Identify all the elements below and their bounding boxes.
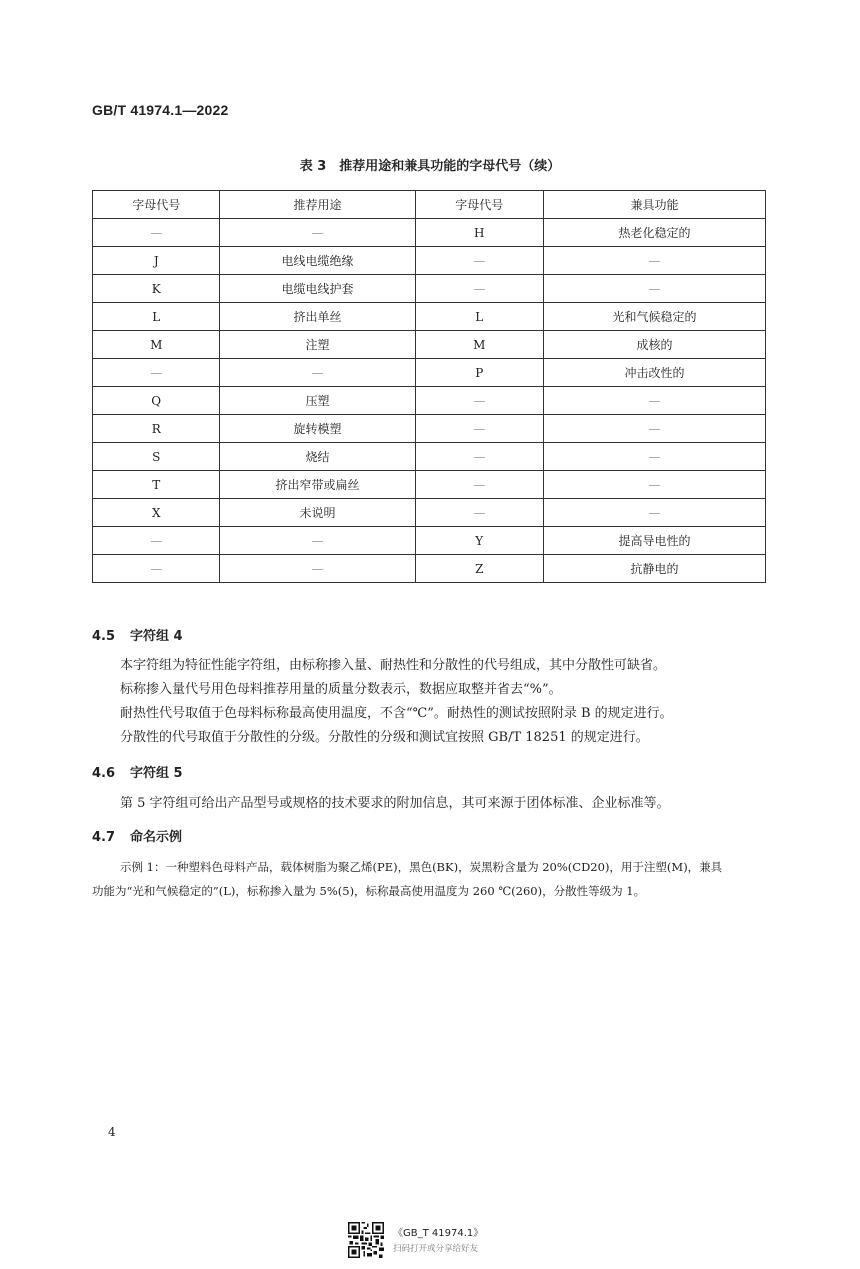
cell-function: —: [543, 275, 765, 303]
cell-use-code: —: [93, 555, 220, 583]
cell-function-code: H: [415, 219, 543, 247]
cell-use: 未说明: [220, 499, 415, 527]
cell-use: 挤出窄带或扁丝: [220, 471, 415, 499]
cell-use: 挤出单丝: [220, 303, 415, 331]
cell-use: 旋转模塑: [220, 415, 415, 443]
cell-use-code: —: [93, 359, 220, 387]
paragraph: 标称掺入量代号用色母料推荐用量的质量分数表示，数据应取整并省去“%”。: [120, 682, 562, 697]
cell-use-code: S: [93, 443, 220, 471]
cell-function-code: P: [415, 359, 543, 387]
cell-function: —: [543, 471, 765, 499]
cell-use: 电缆电线护套: [220, 275, 415, 303]
section-number: 4.5: [92, 629, 116, 644]
cell-use: 电线电缆绝缘: [220, 247, 415, 275]
cell-use-code: Q: [93, 387, 220, 415]
cell-use-code: —: [93, 527, 220, 555]
cell-function: 光和气候稳定的: [543, 303, 765, 331]
example-line: 示例 1：一种塑料色母料产品，载体树脂为聚乙烯(PE)，黑色(BK)，炭黑粉含量为 20%(CD20)，用于注塑(M)，兼具: [120, 860, 723, 874]
table-row: [93, 527, 766, 555]
table-row: [93, 415, 766, 443]
table-row: [93, 471, 766, 499]
table-row: [93, 555, 766, 583]
cell-use-code: X: [93, 499, 220, 527]
cell-function: 热老化稳定的: [543, 219, 765, 247]
cell-use: —: [220, 219, 415, 247]
section-title: 字符组 5: [130, 766, 183, 781]
share-footer: [348, 1222, 548, 1262]
cell-use: 压塑: [220, 387, 415, 415]
section-title: 字符组 4: [130, 629, 183, 644]
paragraph: 本字符组为特征性能字符组，由标称掺入量、耐热性和分散性的代号组成，其中分散性可缺省。: [120, 658, 667, 673]
cell-use-code: —: [93, 219, 220, 247]
scan-hint: 扫码打开或分享给好友: [393, 1244, 479, 1254]
table-row: [93, 219, 766, 247]
header-letter-code-2: 字母代号: [415, 191, 543, 219]
cell-function: 提高导电性的: [543, 527, 765, 555]
letter-code-table: [92, 190, 766, 583]
cell-use: —: [220, 527, 415, 555]
table-row: [93, 387, 766, 415]
section-4-6-body: [120, 792, 670, 816]
cell-function: 抗静电的: [543, 555, 765, 583]
section-4-7-heading: [92, 826, 182, 845]
cell-use: 烧结: [220, 443, 415, 471]
cell-function-code: —: [415, 275, 543, 303]
table-row: [93, 275, 766, 303]
cell-function: —: [543, 247, 765, 275]
cell-function-code: —: [415, 499, 543, 527]
table-row: [93, 303, 766, 331]
naming-example: [92, 855, 723, 903]
paragraph: 耐热性代号取值于色母料标称最高使用温度，不含“℃”。耐热性的测试按照附录 B 的规定进行。: [120, 706, 673, 721]
header-recommended-use: 推荐用途: [220, 191, 415, 219]
cell-use: 注塑: [220, 331, 415, 359]
cell-function-code: —: [415, 247, 543, 275]
header-letter-code-1: 字母代号: [93, 191, 220, 219]
section-title: 命名示例: [130, 830, 183, 845]
cell-function-code: Y: [415, 527, 543, 555]
page-number: 4: [108, 1125, 116, 1139]
section-number: 4.7: [92, 830, 116, 845]
cell-use-code: M: [93, 331, 220, 359]
standard-code: GB/T 41974.1—2022: [92, 102, 229, 118]
header-additional-function: 兼具功能: [543, 191, 765, 219]
cell-function-code: —: [415, 415, 543, 443]
cell-use-code: T: [93, 471, 220, 499]
cell-function-code: L: [415, 303, 543, 331]
table-row: [93, 359, 766, 387]
cell-function: —: [543, 443, 765, 471]
cell-function-code: Z: [415, 555, 543, 583]
cell-use-code: L: [93, 303, 220, 331]
table-title: 表 3 推荐用途和兼具功能的字母代号（续）: [299, 159, 561, 174]
section-4-5-heading: [92, 625, 183, 644]
cell-function-code: —: [415, 387, 543, 415]
cell-function: —: [543, 415, 765, 443]
cell-function: 成核的: [543, 331, 765, 359]
cell-function-code: —: [415, 471, 543, 499]
cell-function: —: [543, 387, 765, 415]
qr-code-icon[interactable]: [348, 1222, 384, 1258]
paragraph: 第 5 字符组可给出产品型号或规格的技术要求的附加信息，其可来源于团体标准、企业标准等。: [120, 796, 670, 811]
example-line: 功能为“光和气候稳定的”(L)，标称掺入量为 5%(5)，标称最高使用温度为 260 ℃(260)，分散性等级为 1。: [92, 884, 646, 898]
document-share-title: 《GB_T 41974.1》: [393, 1228, 484, 1239]
section-4-6-heading: [92, 762, 183, 781]
table-row: [93, 443, 766, 471]
cell-function: —: [543, 499, 765, 527]
cell-function-code: M: [415, 331, 543, 359]
table-row: [93, 331, 766, 359]
cell-use: —: [220, 359, 415, 387]
table-row: [93, 499, 766, 527]
table-row: [93, 247, 766, 275]
paragraph: 分散性的代号取值于分散性的分级。分散性的分级和测试宜按照 GB/T 18251 的规定进行。: [120, 730, 649, 745]
section-number: 4.6: [92, 766, 116, 781]
cell-function-code: —: [415, 443, 543, 471]
cell-use-code: K: [93, 275, 220, 303]
cell-use-code: R: [93, 415, 220, 443]
section-4-5-body: [120, 654, 673, 750]
table-header-row: [93, 191, 766, 219]
cell-use: —: [220, 555, 415, 583]
cell-use-code: J: [93, 247, 220, 275]
cell-function: 冲击改性的: [543, 359, 765, 387]
